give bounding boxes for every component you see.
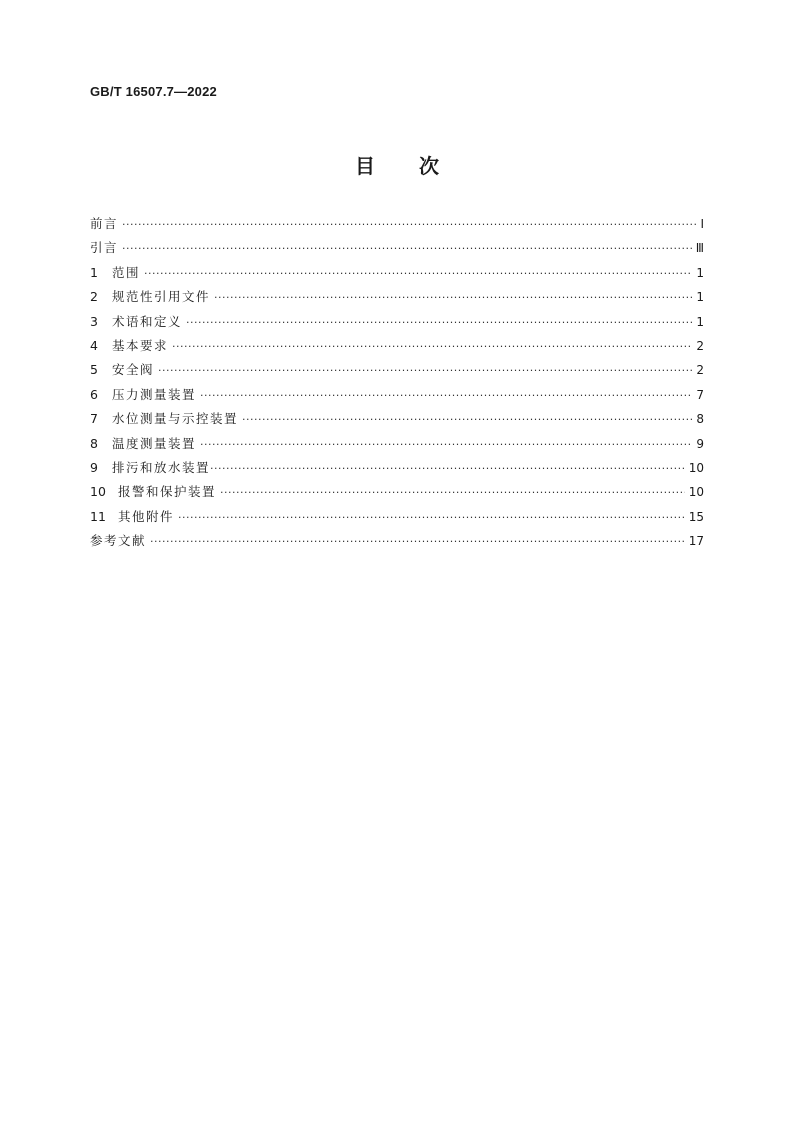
toc-entry-number: 4 [90,337,98,353]
toc-entry-page: 2 [696,363,704,378]
toc-leader-dots [214,291,692,304]
toc-entry-7[interactable] [90,409,704,433]
toc-leader-dots [210,462,685,475]
toc-leader-dots [122,218,696,231]
toc-leader-dots [200,438,692,451]
toc-entry-page: 7 [696,387,704,402]
toc-entry-number: 7 [90,411,98,427]
toc-entry-1[interactable] [90,263,704,287]
toc-leader-dots [122,242,692,255]
toc-entry-4[interactable] [90,336,704,360]
toc-entry-label: 范围 [112,264,141,280]
toc-entry-page: Ⅰ [700,217,704,231]
toc-entry-foreword[interactable] [90,214,704,238]
toc-entry-label: 报警和保护装置 [118,484,217,500]
toc-title [0,150,794,179]
toc-entry-page: 17 [688,534,704,549]
toc-leader-dots [200,389,692,402]
toc-leader-dots [172,340,692,353]
toc-entry-label: 温度测量装置 [112,435,197,451]
toc-entry-page: 1 [696,314,704,329]
toc-title-char-1: 目 [355,154,375,178]
toc-entry-number: 1 [90,264,98,280]
toc-entry-label: 基本要求 [112,337,169,353]
toc-entry-label: 安全阀 [112,362,155,378]
toc-entry-number: 2 [90,289,98,305]
toc-entry-page: 15 [688,509,704,524]
toc-title-char-2: 次 [419,154,439,178]
toc-entry-number: 5 [90,362,98,378]
toc-entry-label: 压力测量装置 [112,386,197,402]
toc-entry-number: 6 [90,386,98,402]
toc-entry-page: 1 [696,290,704,305]
toc-leader-dots [178,511,685,524]
toc-entry-9[interactable] [90,458,704,482]
toc-entry-page: 1 [696,265,704,280]
toc-leader-dots [242,413,692,426]
toc-entry-8[interactable] [90,434,704,458]
toc-entry-11[interactable] [90,507,704,531]
toc-entry-number: 3 [90,313,98,329]
toc-entry-10[interactable] [90,482,704,506]
toc-leader-dots [220,486,685,499]
toc-entry-number: 10 [90,484,106,500]
toc-entry-6[interactable] [90,385,704,409]
table-of-contents [90,214,704,555]
standard-code: GB/T 16507.7—2022 [90,84,217,99]
toc-entry-introduction[interactable] [90,238,704,262]
toc-entry-label: 其他附件 [118,508,175,524]
toc-entry-page: 2 [696,338,704,353]
toc-entry-page: 8 [696,412,704,427]
toc-entry-bibliography[interactable] [90,531,704,555]
toc-entry-number: 11 [90,508,106,524]
toc-entry-page: 10 [688,485,704,500]
toc-entry-number: 8 [90,435,98,451]
toc-leader-dots [186,316,692,329]
toc-entry-label: 排污和放水装置 [112,459,211,475]
toc-entry-label: 术语和定义 [112,313,183,329]
toc-entry-page: Ⅲ [695,241,704,256]
toc-leader-dots [158,364,692,377]
toc-entry-page: 9 [696,436,704,451]
toc-entry-label: 水位测量与示控装置 [112,411,239,427]
toc-entry-label: 前言 [90,216,119,231]
toc-entry-page: 10 [688,460,704,475]
toc-entry-label: 参考文献 [90,533,147,549]
toc-entry-3[interactable] [90,312,704,336]
toc-entry-5[interactable] [90,360,704,384]
toc-entry-2[interactable] [90,287,704,311]
toc-leader-dots [150,535,685,548]
toc-entry-number: 9 [90,459,98,475]
toc-entry-label: 规范性引用文件 [112,289,211,305]
toc-leader-dots [144,267,692,280]
toc-entry-label: 引言 [90,240,119,256]
